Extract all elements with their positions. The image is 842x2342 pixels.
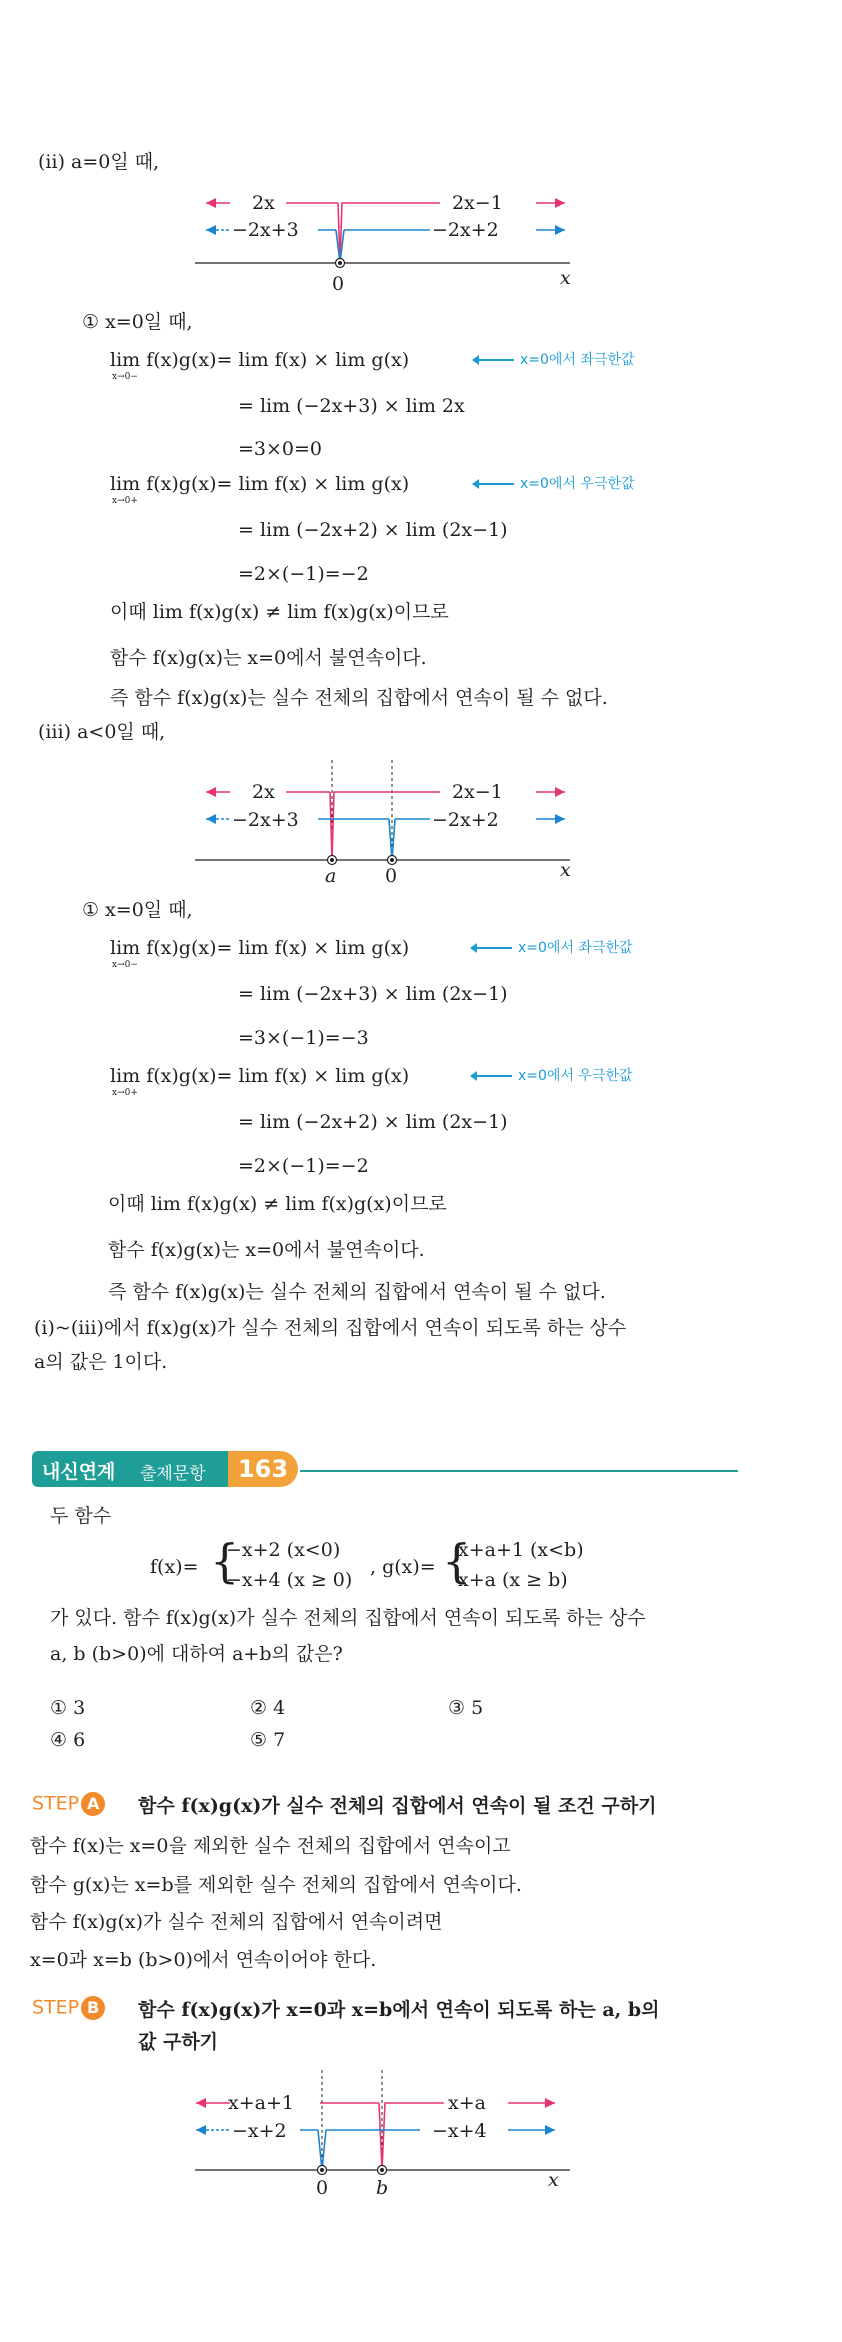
badge-rule xyxy=(300,1470,738,1472)
problem-badge xyxy=(32,1451,302,1487)
graph-label-top-left: 2x xyxy=(252,192,275,214)
step-a-line-1: 함수 f(x)는 x=0을 제외한 실수 전체의 집합에서 연속이고 xyxy=(30,1835,511,1857)
case-iii-conclusion: 즉 함수 f(x)g(x)는 실수 전체의 집합에서 연속이 될 수 없다. xyxy=(108,1281,606,1303)
step-a-line-3: 함수 f(x)g(x)가 실수 전체의 집합에서 연속이려면 xyxy=(30,1911,443,1933)
case-iii-left-line2: = lim (−2x+3) × lim (2x−1) xyxy=(238,983,508,1005)
choice-2[interactable]: ② 4 xyxy=(250,1697,286,1719)
problem-line-2: a, b (b>0)에 대하여 a+b의 값은? xyxy=(50,1643,343,1665)
graph-axis-label: x xyxy=(560,267,571,289)
left-limit-note: x=0에서 좌극한값 xyxy=(478,350,635,370)
graph-label-top-left: x+a+1 xyxy=(228,2092,294,2114)
case-ii-right-line3: =2×(−1)=−2 xyxy=(238,563,369,585)
g-brace: { xyxy=(442,1534,472,1588)
graph-label-b: b xyxy=(376,2177,389,2199)
limit-subscript: x→0+ xyxy=(112,1088,138,1098)
graph-label-bottom-left: −2x+3 xyxy=(232,219,299,241)
choice-5[interactable]: ⑤ 7 xyxy=(250,1729,286,1751)
case-ii-inequality: 이때 lim f(x)g(x) ≠ lim f(x)g(x)이므로 xyxy=(110,601,449,623)
step-a-title: 함수 f(x)g(x)가 실수 전체의 집합에서 연속이 될 조건 구하기 xyxy=(138,1795,657,1817)
limit-subscript: x→0− xyxy=(112,960,138,970)
step-a-circle: A xyxy=(81,1792,105,1816)
badge-label-sub: 출제문항 xyxy=(140,1464,206,1484)
graph-label-top-right: 2x−1 xyxy=(452,781,503,803)
f-label: f(x)= xyxy=(150,1556,199,1578)
graph-label-0: 0 xyxy=(316,2177,329,2199)
case-ii-heading: (ⅱ) a=0일 때, xyxy=(38,151,160,173)
case-iii-subheading: ① x=0일 때, xyxy=(82,899,193,921)
g-label: , g(x)= xyxy=(370,1556,436,1578)
graph-axis-label: x xyxy=(548,2169,559,2191)
badge-label-main: 내신연계 xyxy=(42,1461,116,1483)
step-a-line-4: x=0과 x=b (b>0)에서 연속이어야 한다. xyxy=(30,1949,377,1971)
graph-label-bottom-right: −2x+2 xyxy=(432,219,499,241)
right-limit-note: x=0에서 우극한값 xyxy=(476,1066,633,1086)
case-ii-left-line2: = lim (−2x+3) × lim 2x xyxy=(238,395,465,417)
step-b-title-2: 값 구하기 xyxy=(138,2031,219,2053)
right-limit-note: x=0에서 우극한값 xyxy=(478,474,635,494)
graph-axis-label: x xyxy=(560,859,571,881)
graph-label-bottom-left: −2x+3 xyxy=(232,809,299,831)
g-case-1: x+a+1 (x<b) xyxy=(458,1539,584,1561)
summary-line-2: a의 값은 1이다. xyxy=(34,1351,168,1373)
graph-label-bottom-right: −x+4 xyxy=(432,2120,487,2142)
g-case-2: x+a (x ≥ b) xyxy=(458,1569,568,1591)
graph-label-top-right: 2x−1 xyxy=(452,192,503,214)
limit-subscript: x→0+ xyxy=(112,496,138,506)
summary-line-1: (ⅰ)~(ⅲ)에서 f(x)g(x)가 실수 전체의 집합에서 연속이 되도록 하는 상수 xyxy=(34,1317,627,1339)
choice-1[interactable]: ① 3 xyxy=(50,1697,86,1719)
choice-4[interactable]: ④ 6 xyxy=(50,1729,86,1751)
graph-label-top-left: 2x xyxy=(252,781,275,803)
step-a-label: STEP A xyxy=(32,1792,105,1816)
case-iii-right-limit: lim f(x)g(x)= lim f(x) × lim g(x) xyxy=(110,1065,410,1087)
case-ii-right-line2: = lim (−2x+2) × lim (2x−1) xyxy=(238,519,508,541)
graph-label-bottom-left: −x+2 xyxy=(232,2120,287,2142)
case-iii-left-limit: lim f(x)g(x)= lim f(x) × lim g(x) xyxy=(110,937,410,959)
case-ii-conclusion: 즉 함수 f(x)g(x)는 실수 전체의 집합에서 연속이 될 수 없다. xyxy=(110,687,608,709)
graph-label-a: a xyxy=(325,865,337,887)
graph-origin-label: 0 xyxy=(332,273,345,295)
f-brace: { xyxy=(210,1534,240,1588)
f-case-2: −x+4 (x ≥ 0) xyxy=(226,1569,353,1591)
badge-number: 163 xyxy=(228,1451,298,1487)
case-iii-inequality: 이때 lim f(x)g(x) ≠ lim f(x)g(x)이므로 xyxy=(108,1193,447,1215)
problem-line-1: 가 있다. 함수 f(x)g(x)가 실수 전체의 집합에서 연속이 되도록 하는 상수 xyxy=(50,1607,646,1629)
choice-3[interactable]: ③ 5 xyxy=(448,1697,484,1719)
graph-label-bottom-right: −2x+2 xyxy=(432,809,499,831)
graph-label-top-right: x+a xyxy=(448,2092,486,2114)
left-limit-note: x=0에서 좌극한값 xyxy=(476,938,633,958)
step-b-title-1: 함수 f(x)g(x)가 x=0과 x=b에서 연속이 되도록 하는 a, b의 xyxy=(138,1999,660,2021)
step-b-label: STEP B xyxy=(32,1996,105,2020)
case-ii-discontinuous: 함수 f(x)g(x)는 x=0에서 불연속이다. xyxy=(110,647,427,669)
case-ii-left-line3: =3×0=0 xyxy=(238,438,323,460)
limit-subscript: x→0− xyxy=(112,372,138,382)
case-iii-heading: (ⅲ) a<0일 때, xyxy=(38,721,166,743)
graph-label-0: 0 xyxy=(385,865,398,887)
case-iii-left-line3: =3×(−1)=−3 xyxy=(238,1027,369,1049)
case-iii-discontinuous: 함수 f(x)g(x)는 x=0에서 불연속이다. xyxy=(108,1239,425,1261)
case-iii-right-line2: = lim (−2x+2) × lim (2x−1) xyxy=(238,1111,508,1133)
f-case-1: −x+2 (x<0) xyxy=(226,1539,341,1561)
case-ii-left-limit: lim f(x)g(x)= lim f(x) × lim g(x) xyxy=(110,349,410,371)
case-iii-right-line3: =2×(−1)=−2 xyxy=(238,1155,369,1177)
step-b-circle: B xyxy=(81,1996,105,2020)
problem-intro: 두 함수 xyxy=(50,1505,112,1527)
step-a-line-2: 함수 g(x)는 x=b를 제외한 실수 전체의 집합에서 연속이다. xyxy=(30,1874,522,1896)
case-ii-right-limit: lim f(x)g(x)= lim f(x) × lim g(x) xyxy=(110,473,410,495)
case-ii-subheading: ① x=0일 때, xyxy=(82,311,193,333)
